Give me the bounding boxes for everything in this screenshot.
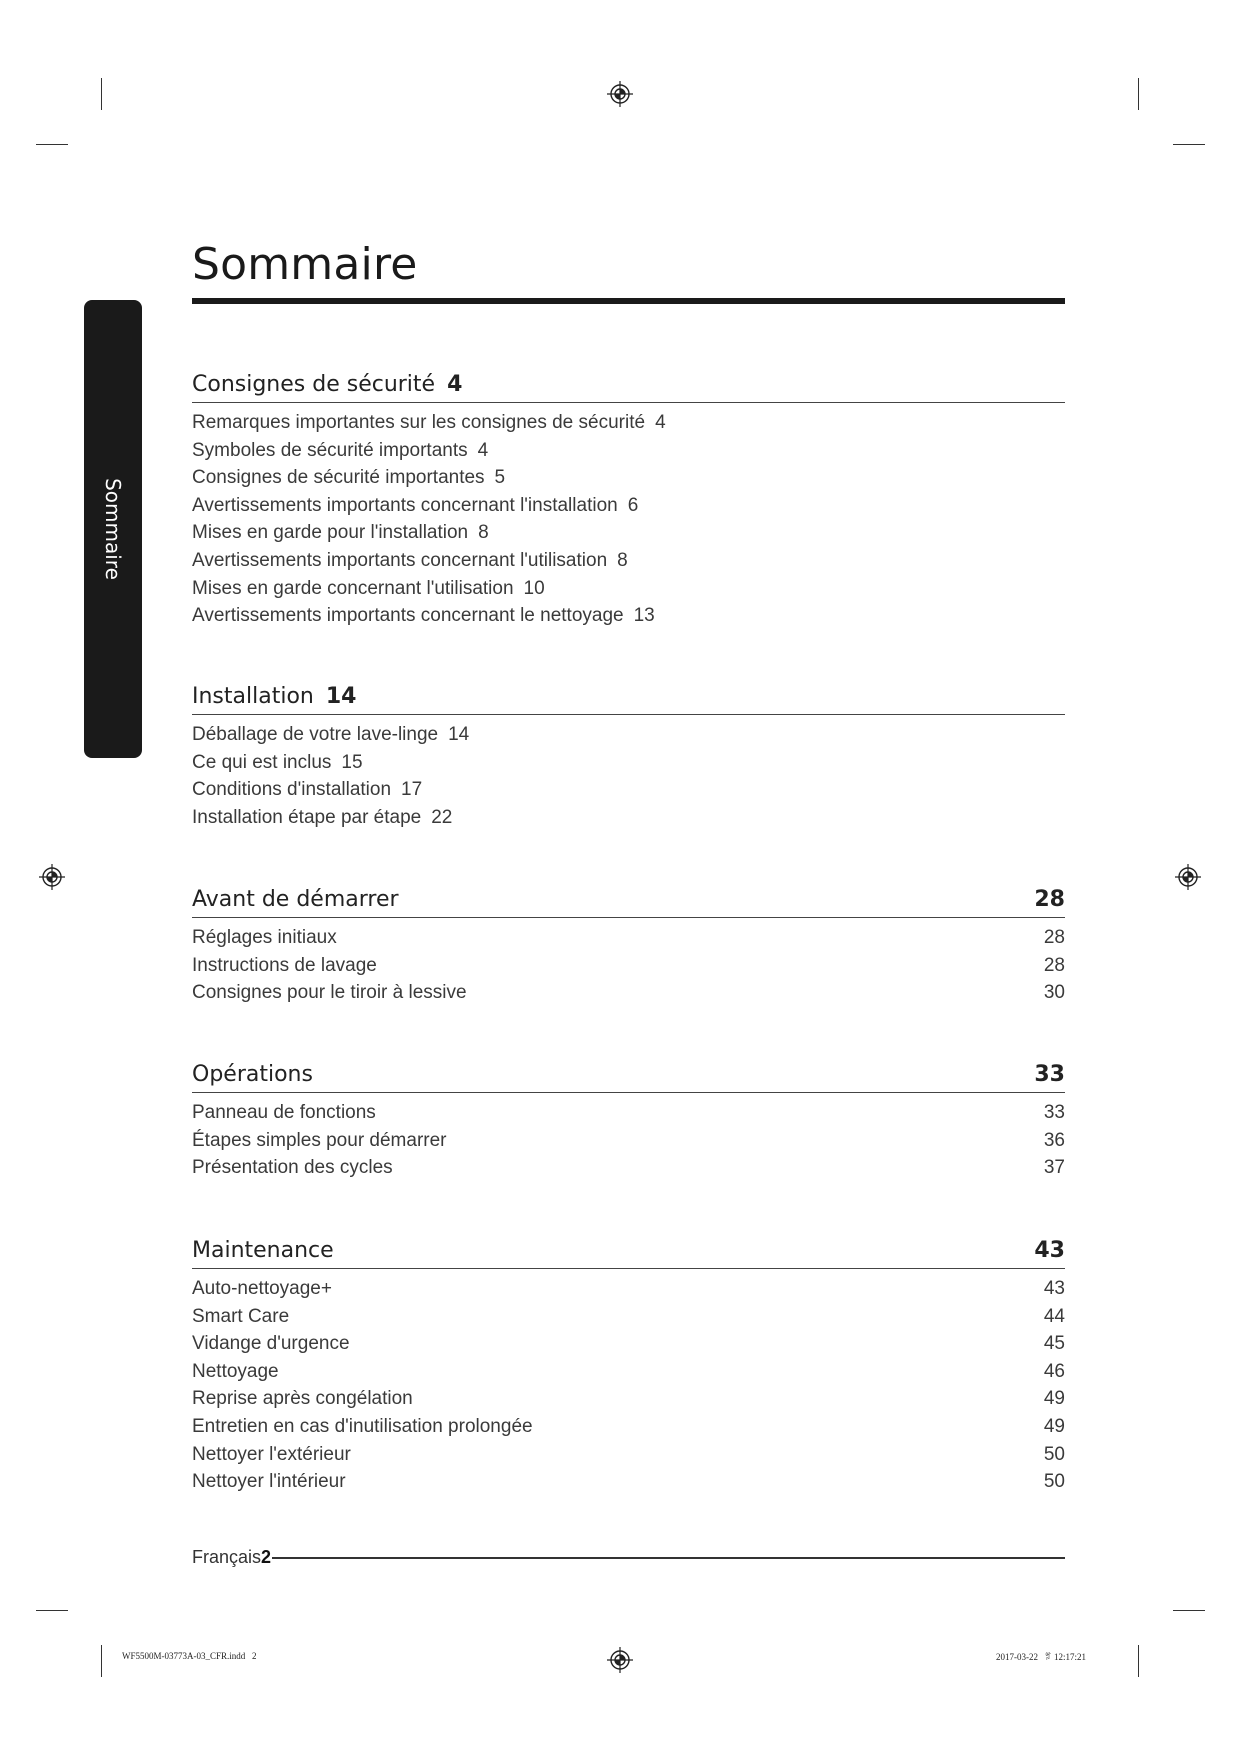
section-title: Installation xyxy=(192,684,314,709)
entry-page: 37 xyxy=(1043,1157,1065,1179)
entry-label: Entretien en cas d'inutilisation prolongée xyxy=(192,1415,533,1437)
entry-page: 50 xyxy=(1043,1443,1065,1465)
page-number: 2 xyxy=(261,1547,272,1567)
entry-page: 28 xyxy=(1043,927,1065,948)
side-chapter-tab xyxy=(84,300,142,758)
toc-entry[interactable] xyxy=(192,1275,1065,1303)
page-footer xyxy=(192,1545,271,1569)
entry-label: Vidange d'urgence xyxy=(192,1333,350,1355)
entry-label: Présentation des cycles xyxy=(192,1157,393,1179)
entry-label: Mises en garde concernant l'utilisation xyxy=(192,577,514,599)
toc-entry[interactable] xyxy=(192,1154,1065,1182)
entry-page: 17 xyxy=(401,779,423,801)
print-slug-timestamp: 2017-03-22 ꅗ 12:17:21 xyxy=(996,1652,1087,1662)
crop-mark xyxy=(1138,1645,1139,1677)
entry-label: Conditions d'installation xyxy=(192,779,392,801)
toc-entry[interactable] xyxy=(192,547,1065,575)
entry-label: Avertissements importants concernant l'installation xyxy=(192,494,618,516)
toc-entry[interactable] xyxy=(192,804,1065,832)
toc-entry[interactable] xyxy=(192,1358,1065,1386)
entry-label: Avertissements importants concernant le nettoyage xyxy=(192,605,624,627)
crop-mark xyxy=(1173,144,1205,145)
entry-page: 8 xyxy=(617,549,628,571)
entry-label: Consignes de sécurité importantes xyxy=(192,467,485,489)
toc-entry[interactable] xyxy=(192,519,1065,547)
entry-page: 44 xyxy=(1043,1305,1065,1327)
entry-label: Installation étape par étape xyxy=(192,806,422,828)
entry-label: Panneau de fonctions xyxy=(192,1102,376,1123)
toc-entry[interactable] xyxy=(192,776,1065,804)
section-title: Consignes de sécurité xyxy=(192,372,436,397)
entry-label: Nettoyage xyxy=(192,1360,279,1382)
side-tab-label: Sommaire xyxy=(101,478,126,580)
section-page: 43 xyxy=(1034,1238,1065,1263)
toc-entry[interactable] xyxy=(192,1385,1065,1413)
footer-rule xyxy=(272,1557,1065,1559)
entry-label: Instructions de lavage xyxy=(192,954,377,976)
crop-mark xyxy=(1138,78,1139,110)
entry-page: 15 xyxy=(341,751,363,773)
entry-label: Remarques importantes sur les consignes de sécurité xyxy=(192,412,646,433)
entry-label: Consignes pour le tiroir à lessive xyxy=(192,982,467,1004)
entry-page: 6 xyxy=(627,494,639,516)
toc-entry[interactable] xyxy=(192,1127,1065,1155)
crop-mark xyxy=(101,78,102,110)
entry-page: 13 xyxy=(633,605,655,627)
section-page: 28 xyxy=(1034,887,1065,912)
entry-label: Nettoyer l'intérieur xyxy=(192,1471,346,1493)
toc-section-maintenance xyxy=(192,1234,1065,1496)
entry-label: Ce qui est inclus xyxy=(192,751,332,773)
toc-section-installation xyxy=(192,680,1065,831)
toc-section-safety xyxy=(192,368,1065,630)
toc-entry[interactable] xyxy=(192,1099,1065,1127)
section-page: 4 xyxy=(447,372,463,397)
toc-entry[interactable] xyxy=(192,1441,1065,1469)
toc-entry[interactable] xyxy=(192,1413,1065,1441)
footer-language: Français xyxy=(192,1547,262,1567)
entry-page: 8 xyxy=(478,522,489,544)
page-title: Sommaire xyxy=(192,239,418,290)
crop-mark xyxy=(1173,1610,1205,1611)
entry-page: 4 xyxy=(477,439,489,461)
entry-label: Étapes simples pour démarrer xyxy=(192,1129,447,1151)
toc-entry[interactable] xyxy=(192,721,1065,749)
section-title: Maintenance xyxy=(192,1238,334,1263)
entry-label: Auto-nettoyage+ xyxy=(192,1278,332,1299)
entry-label: Avertissements importants concernant l'utilisation xyxy=(192,549,608,571)
crop-mark xyxy=(36,1610,68,1611)
registration-mark-icon xyxy=(607,81,633,107)
toc-entry[interactable] xyxy=(192,464,1065,492)
entry-page: 50 xyxy=(1043,1471,1065,1493)
entry-label: Déballage de votre lave-linge xyxy=(192,724,439,745)
entry-page: 22 xyxy=(431,806,453,828)
print-slug-file: WF5500M-03773A-03_CFR.indd 2 xyxy=(122,1651,257,1661)
toc-entry[interactable] xyxy=(192,409,1065,437)
toc-section-before-start xyxy=(192,883,1065,1007)
toc-entry[interactable] xyxy=(192,924,1065,952)
section-heading[interactable] xyxy=(192,1234,1065,1269)
entry-label: Reprise après congélation xyxy=(192,1388,413,1410)
entry-page: 4 xyxy=(655,412,666,433)
entry-page: 33 xyxy=(1043,1102,1065,1123)
section-title: Avant de démarrer xyxy=(192,887,399,912)
toc-entry[interactable] xyxy=(192,749,1065,777)
toc-entry[interactable] xyxy=(192,1330,1065,1358)
entry-label: Symboles de sécurité importants xyxy=(192,439,468,461)
toc-entry[interactable] xyxy=(192,602,1065,630)
toc-entry[interactable] xyxy=(192,575,1065,603)
entry-page: 43 xyxy=(1043,1278,1065,1299)
entry-page: 14 xyxy=(448,724,470,745)
entry-page: 28 xyxy=(1043,954,1065,976)
entry-page: 10 xyxy=(523,577,545,599)
registration-mark-icon xyxy=(1175,864,1201,890)
entry-page: 45 xyxy=(1043,1333,1065,1355)
toc-entry[interactable] xyxy=(192,492,1065,520)
toc-entry[interactable] xyxy=(192,1303,1065,1331)
section-page: 14 xyxy=(325,684,357,709)
entry-label: Mises en garde pour l'installation xyxy=(192,522,469,544)
crop-mark xyxy=(101,1645,102,1677)
registration-mark-icon xyxy=(39,864,65,890)
section-page: 33 xyxy=(1034,1062,1065,1087)
crop-mark xyxy=(36,144,68,145)
section-heading[interactable] xyxy=(192,680,1065,715)
section-heading[interactable] xyxy=(192,368,1065,403)
entry-page: 49 xyxy=(1043,1388,1065,1410)
section-heading[interactable] xyxy=(192,883,1065,918)
registration-mark-icon xyxy=(607,1647,633,1673)
title-rule xyxy=(192,298,1065,304)
entry-label: Réglages initiaux xyxy=(192,927,337,948)
toc-entry[interactable] xyxy=(192,952,1065,980)
toc-entry[interactable] xyxy=(192,1468,1065,1496)
entry-label: Nettoyer l'extérieur xyxy=(192,1443,351,1465)
toc-entry[interactable] xyxy=(192,437,1065,465)
section-heading[interactable] xyxy=(192,1058,1065,1093)
entry-page: 36 xyxy=(1043,1129,1065,1151)
entry-label: Smart Care xyxy=(192,1305,290,1327)
entry-page: 46 xyxy=(1043,1360,1065,1382)
entry-page: 49 xyxy=(1043,1415,1065,1437)
toc-section-operations xyxy=(192,1058,1065,1182)
entry-page: 5 xyxy=(494,467,506,489)
entry-page: 30 xyxy=(1043,982,1065,1004)
section-title: Opérations xyxy=(192,1062,313,1087)
toc-entry[interactable] xyxy=(192,979,1065,1007)
